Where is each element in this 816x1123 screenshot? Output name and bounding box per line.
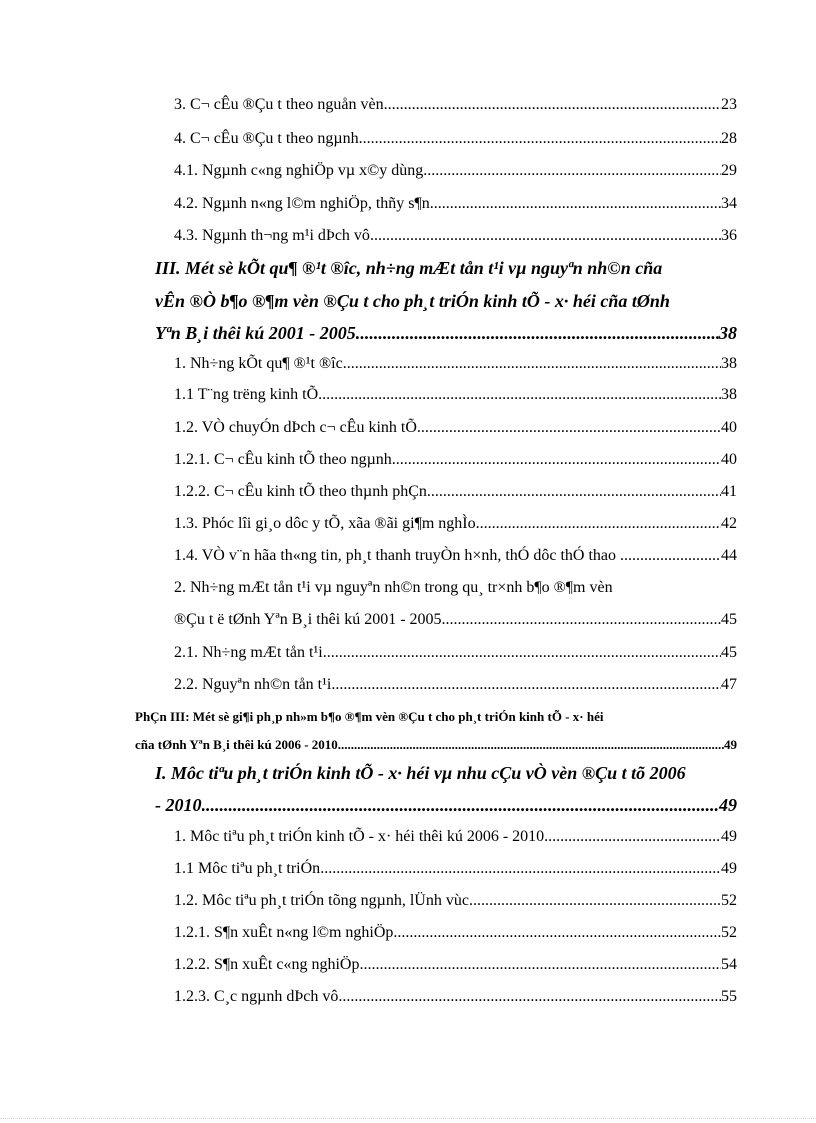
- toc-entry-text: cña tØnh Yªn B¸i thêi kú 2006 - 2010.: [135, 737, 342, 752]
- toc-entry-text: 1.4. VÒ v¨n hãa th«ng tin, ph¸t thanh truyÒn h×nh, thÓ dôc thÓ thao ..: [174, 547, 629, 564]
- toc-entry-text: 1.2.2. S¶n xuÊt c«ng nghiÖp: [174, 956, 360, 973]
- toc-entry-page: 49: [721, 828, 737, 845]
- toc-entry-page: 36: [721, 227, 737, 244]
- toc-entry[interactable]: [174, 355, 737, 373]
- toc-entry-page: 52: [721, 924, 737, 941]
- toc-entry-text: 2.1. Nh÷ng mÆt tån t¹i: [174, 644, 323, 661]
- toc-entry-page: 47: [721, 676, 737, 693]
- toc-entry[interactable]: [174, 195, 737, 213]
- toc-entry-text: 1.3. Phóc lîi gi¸o dôc y tÕ, xãa ®ãi gi¶m nghÌo: [174, 515, 476, 532]
- toc-entry-text: 1.2. Môc tiªu ph¸t triÓn tõng ngµnh, lÜnh vùc: [174, 892, 469, 909]
- toc-entry[interactable]: [135, 737, 737, 753]
- toc-entry-text: 2.2. Nguyªn nh©n tån t¹i: [174, 676, 332, 693]
- toc-entry-text: 4. C¬ cÊu ®Çu t theo ngµnh: [174, 130, 359, 147]
- toc-entry-text: 1.1 T¨ng trëng kinh tÕ.: [174, 386, 323, 403]
- toc-entry-page: 52: [721, 892, 737, 909]
- toc-entry-text: Yªn B¸i thêi kú 2001 - 2005.: [155, 323, 361, 343]
- toc-entry[interactable]: [174, 419, 737, 437]
- toc-section-heading[interactable]: I. Môc tiªu ph¸t triÓn kinh tÕ - x· héi vµ nhu cÇu vÒ vèn ®Çu t tõ 2006: [155, 763, 686, 783]
- toc-entry-page: 28: [721, 130, 737, 147]
- toc-entry-text: - 2010: [155, 795, 202, 815]
- toc-entry[interactable]: [174, 611, 737, 629]
- toc-entry[interactable]: [155, 323, 737, 344]
- toc-entry-text: 1. Nh÷ng kÕt qu¶ ®¹t ®îc: [174, 355, 343, 372]
- toc-entry[interactable]: [155, 795, 737, 816]
- toc-entry-page: 40: [721, 419, 737, 436]
- toc-entry-page: 44: [721, 547, 737, 564]
- toc-entry-text: 1.2.1. S¶n xuÊt n«ng l©m nghiÖp: [174, 924, 394, 941]
- toc-entry-multiline[interactable]: 2. Nh÷ng mÆt tån t¹i vµ nguyªn nh©n trong qu¸ tr×nh b¶o ®¶m vèn: [174, 579, 613, 596]
- toc-entry-page: 34: [721, 195, 737, 212]
- toc-entry-page: 49: [724, 737, 737, 752]
- toc-entry-page: 40: [721, 451, 737, 468]
- toc-entry[interactable]: [174, 451, 737, 469]
- toc-entry-text: 1.1 Môc tiªu ph¸t triÓn: [174, 860, 321, 877]
- toc-entry[interactable]: [174, 547, 737, 565]
- toc-entry-text: 4.1. Ngµnh c«ng nghiÖp vµ x©y dùng: [174, 162, 424, 179]
- toc-entry-page: 29: [721, 162, 737, 179]
- toc-section-heading[interactable]: III. Mét sè kÕt qu¶ ®¹t ®îc, nh÷ng mÆt tån t¹i vµ nguyªn nh©n cña: [155, 258, 663, 278]
- toc-entry-page: 45: [721, 644, 737, 661]
- toc-entry[interactable]: [174, 483, 737, 501]
- toc-section-heading-cont: vÊn ®Ò b¶o ®¶m vèn ®Çu t cho ph¸t triÓn kinh tÕ - x· héi cña tØnh: [155, 291, 670, 311]
- toc-entry-page: 54: [721, 956, 737, 973]
- toc-entry[interactable]: [174, 515, 737, 533]
- toc-entry-page: 38: [719, 323, 737, 343]
- toc-entry-text: ®Çu t ë tØnh Yªn B¸i thêi kú 2001 - 2005: [174, 611, 442, 628]
- toc-entry[interactable]: [174, 162, 737, 180]
- toc-entry-text: 1.2.3. C¸c ngµnh dÞch vô: [174, 988, 339, 1005]
- toc-entry[interactable]: [174, 988, 737, 1006]
- toc-entry[interactable]: [174, 924, 737, 942]
- toc-entry-text: 1. Môc tiªu ph¸t triÓn kinh tÕ - x· héi thêi kú 2006 - 2010: [174, 828, 545, 845]
- toc-entry-text: 1.2.2. C¬ cÊu kinh tÕ theo thµnh phÇn: [174, 483, 427, 500]
- toc-entry-page: 49: [721, 860, 737, 877]
- toc-entry-text: 1.2.1. C¬ cÊu kinh tÕ theo ngµnh: [174, 451, 392, 468]
- toc-entry-page: 45: [721, 611, 737, 628]
- toc-entry[interactable]: [174, 96, 737, 114]
- toc-entry[interactable]: [174, 386, 737, 404]
- toc-entry-text: 1.2. VÒ chuyÓn dÞch c¬ cÊu kinh tÕ: [174, 419, 417, 436]
- toc-entry-text: 4.2. Ngµnh n«ng l©m nghiÖp, thñy s¶n.: [174, 195, 434, 212]
- toc-entry-page: 38: [721, 355, 737, 372]
- toc-part-heading[interactable]: PhÇn III: Mét sè gi¶i ph¸p nh»m b¶o ®¶m vèn ®Çu t cho ph¸t triÓn kinh tÕ - x· héi: [135, 709, 604, 724]
- toc-entry-page: 55: [721, 988, 737, 1005]
- toc-entry-page: 38: [721, 386, 737, 403]
- toc-entry[interactable]: [174, 130, 737, 148]
- toc-entry[interactable]: [174, 828, 737, 846]
- toc-entry-text: 4.3. Ngµnh th¬ng m¹i dÞch vô: [174, 227, 370, 244]
- toc-entry[interactable]: [174, 676, 737, 694]
- toc-entry[interactable]: [174, 860, 737, 878]
- toc-entry-text: 3. C¬ cÊu ®Çu t theo nguån vèn: [174, 96, 384, 113]
- toc-entry[interactable]: [174, 644, 737, 662]
- toc-entry[interactable]: [174, 956, 737, 974]
- toc-entry-page: 42: [721, 515, 737, 532]
- toc-entry[interactable]: [174, 892, 737, 910]
- toc-entry-page: 41: [721, 483, 737, 500]
- page-bottom-divider: [0, 1118, 816, 1119]
- toc-entry[interactable]: [174, 227, 737, 245]
- toc-entry-page: 49: [719, 795, 737, 815]
- toc-entry-page: 23: [721, 96, 737, 113]
